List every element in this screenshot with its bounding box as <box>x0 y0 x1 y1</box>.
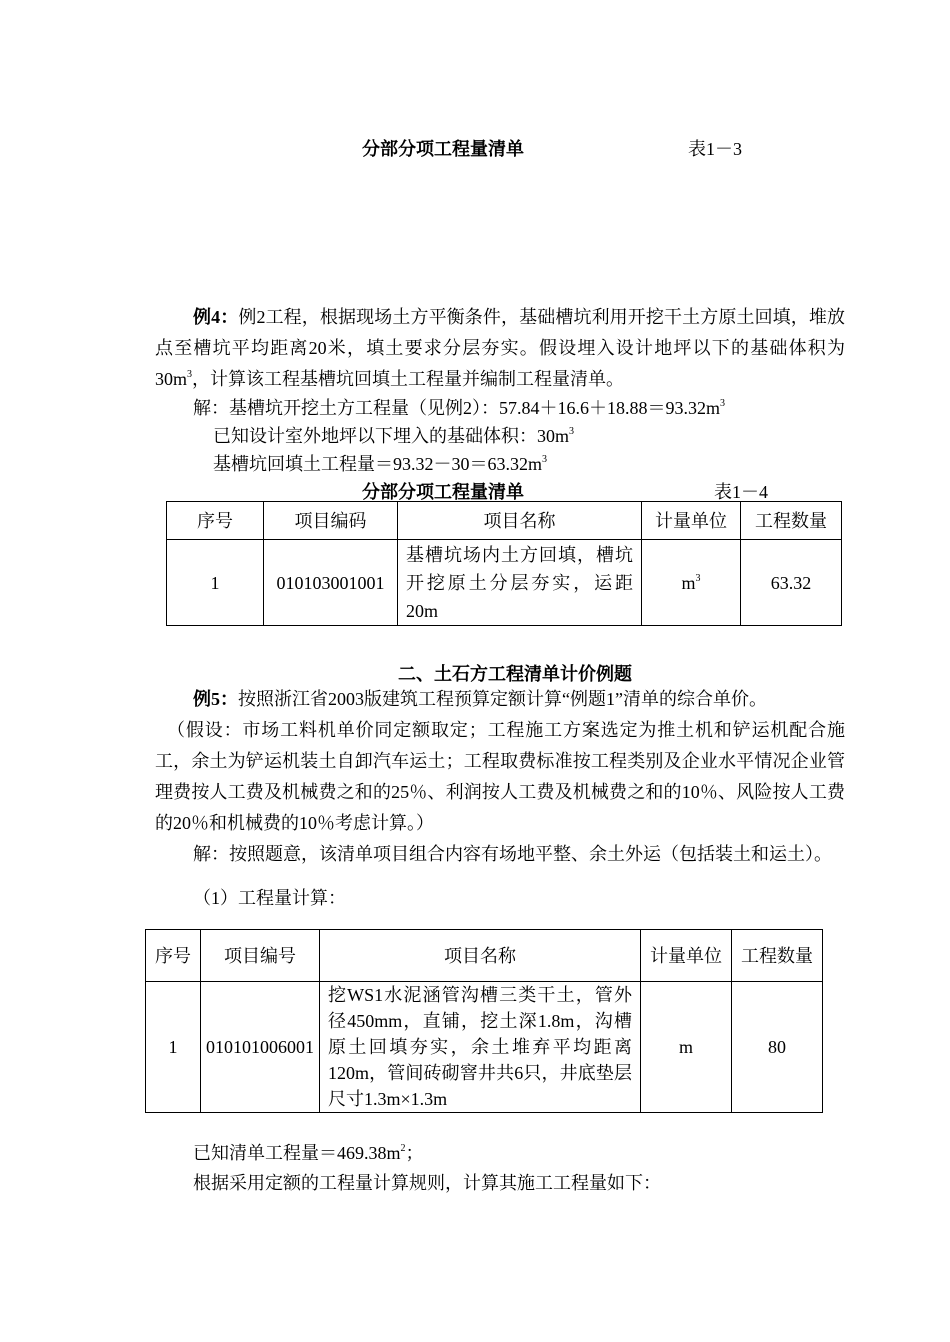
header-cell: 项目名称 <box>320 930 641 982</box>
item-quantity: 63.32 <box>741 540 842 626</box>
table-1-3-title: 分部分项工程量清单 <box>362 139 524 159</box>
header-cell: 序号 <box>146 930 201 982</box>
example-5-lead: 例5： <box>193 689 238 709</box>
item-unit-sup: 3 <box>695 572 701 584</box>
header-cell: 工程数量 <box>732 930 823 982</box>
example-5-assumptions: （假设：市场工料机单价同定额取定；工程施工方案选定为推土机和铲运机配合施工，余土为铲运机装土自卸汽车运土；工程取费标准按工程类别及企业水平情况企业管理费按人工费及机械费之和的25％、利润按人工费及机械费之和的10％、风险按人工费的20％和机械费的10％考虑计算。） <box>155 720 845 833</box>
example-4-tail: ，计算该工程基槽坑回填土工程量并编制工程量清单。 <box>192 369 625 389</box>
solution-4-line-3 <box>213 450 547 476</box>
table-1-4-title: 分部分项工程量清单 <box>362 482 524 502</box>
calculation-intro: 根据采用定额的工程量计算规则，计算其施工工程量如下： <box>193 1173 661 1193</box>
item-unit-text: m <box>681 572 696 593</box>
table-1-4 <box>166 501 842 626</box>
table-row <box>146 982 823 1113</box>
table-row <box>167 540 842 626</box>
solution-4-line-3-text: 基槽坑回填土工程量＝93.32－30＝63.32m <box>213 454 542 474</box>
item-name: 基槽坑场内土方回填，槽坑开挖原土分层夯实，运距20m <box>398 540 642 626</box>
row-number: 1 <box>146 982 201 1113</box>
example-5-paragraph <box>155 684 845 715</box>
table-work-quantity <box>145 929 823 1113</box>
known-quantity-text: 已知清单工程量＝469.38m <box>193 1143 401 1163</box>
table-1-3-label: 表1－3 <box>688 139 742 159</box>
solution-4-line-3-sup: 3 <box>542 454 547 465</box>
solution-4-line-1-text: 解：基槽坑开挖土方工程量（见例2）：57.84＋16.6＋18.88＝93.32m <box>193 398 720 418</box>
solution-4-line-1 <box>193 394 725 420</box>
item-code: 010101006001 <box>201 982 320 1113</box>
example-5-body: 按照浙江省2003版建筑工程预算定额计算“例题1”清单的综合单价。 <box>238 689 767 709</box>
header-cell: 项目编号 <box>201 930 320 982</box>
solution-4-line-2-sup: 3 <box>569 426 574 437</box>
known-quantity <box>193 1139 424 1165</box>
step-1-heading: （1）工程量计算： <box>193 888 346 908</box>
header-cell: 项目编码 <box>264 502 398 540</box>
header-cell: 序号 <box>167 502 264 540</box>
header-cell: 工程数量 <box>741 502 842 540</box>
solution-4-line-2-text: 已知设计室外地坪以下埋入的基础体积：30m <box>213 426 569 446</box>
item-name: 挖WS1水泥涵管沟槽三类干土，管外径450mm，直铺，挖土深1.8m，沟槽原土回填夯实，余土堆弃平均距离120m，管间砖砌窨井共6只，井底垫层尺寸1.3m×1.3m <box>320 982 641 1113</box>
item-unit: m <box>641 982 732 1113</box>
item-unit <box>642 540 741 626</box>
example-4-lead: 例4： <box>193 307 239 327</box>
item-code: 010103001001 <box>264 540 398 626</box>
header-cell: 计量单位 <box>641 930 732 982</box>
header-cell: 计量单位 <box>642 502 741 540</box>
example-4-sup: 3 <box>187 369 193 380</box>
example-4-body: 例2工程，根据现场土方平衡条件，基础槽坑利用开挖干土方原土回填，堆放点至槽坑平均距离20米，填土要求分层夯实。假设埋入设计地坪以下的基础体积为30m <box>155 307 846 389</box>
table-1-4-label: 表1－4 <box>714 482 768 502</box>
header-cell: 项目名称 <box>398 502 642 540</box>
example-5-solution: 解：按照题意，该清单项目组合内容有场地平整、余土外运（包括装土和运土）。 <box>193 844 832 864</box>
section-2-title: 二、土石方工程清单计价例题 <box>398 664 632 684</box>
known-quantity-sup: 2 <box>400 1143 406 1154</box>
example-4-paragraph <box>155 302 845 395</box>
row-number: 1 <box>167 540 264 626</box>
solution-4-line-2 <box>213 422 574 448</box>
item-quantity: 80 <box>732 982 823 1113</box>
known-quantity-tail: ； <box>405 1143 424 1163</box>
solution-4-line-1-sup: 3 <box>720 398 725 409</box>
